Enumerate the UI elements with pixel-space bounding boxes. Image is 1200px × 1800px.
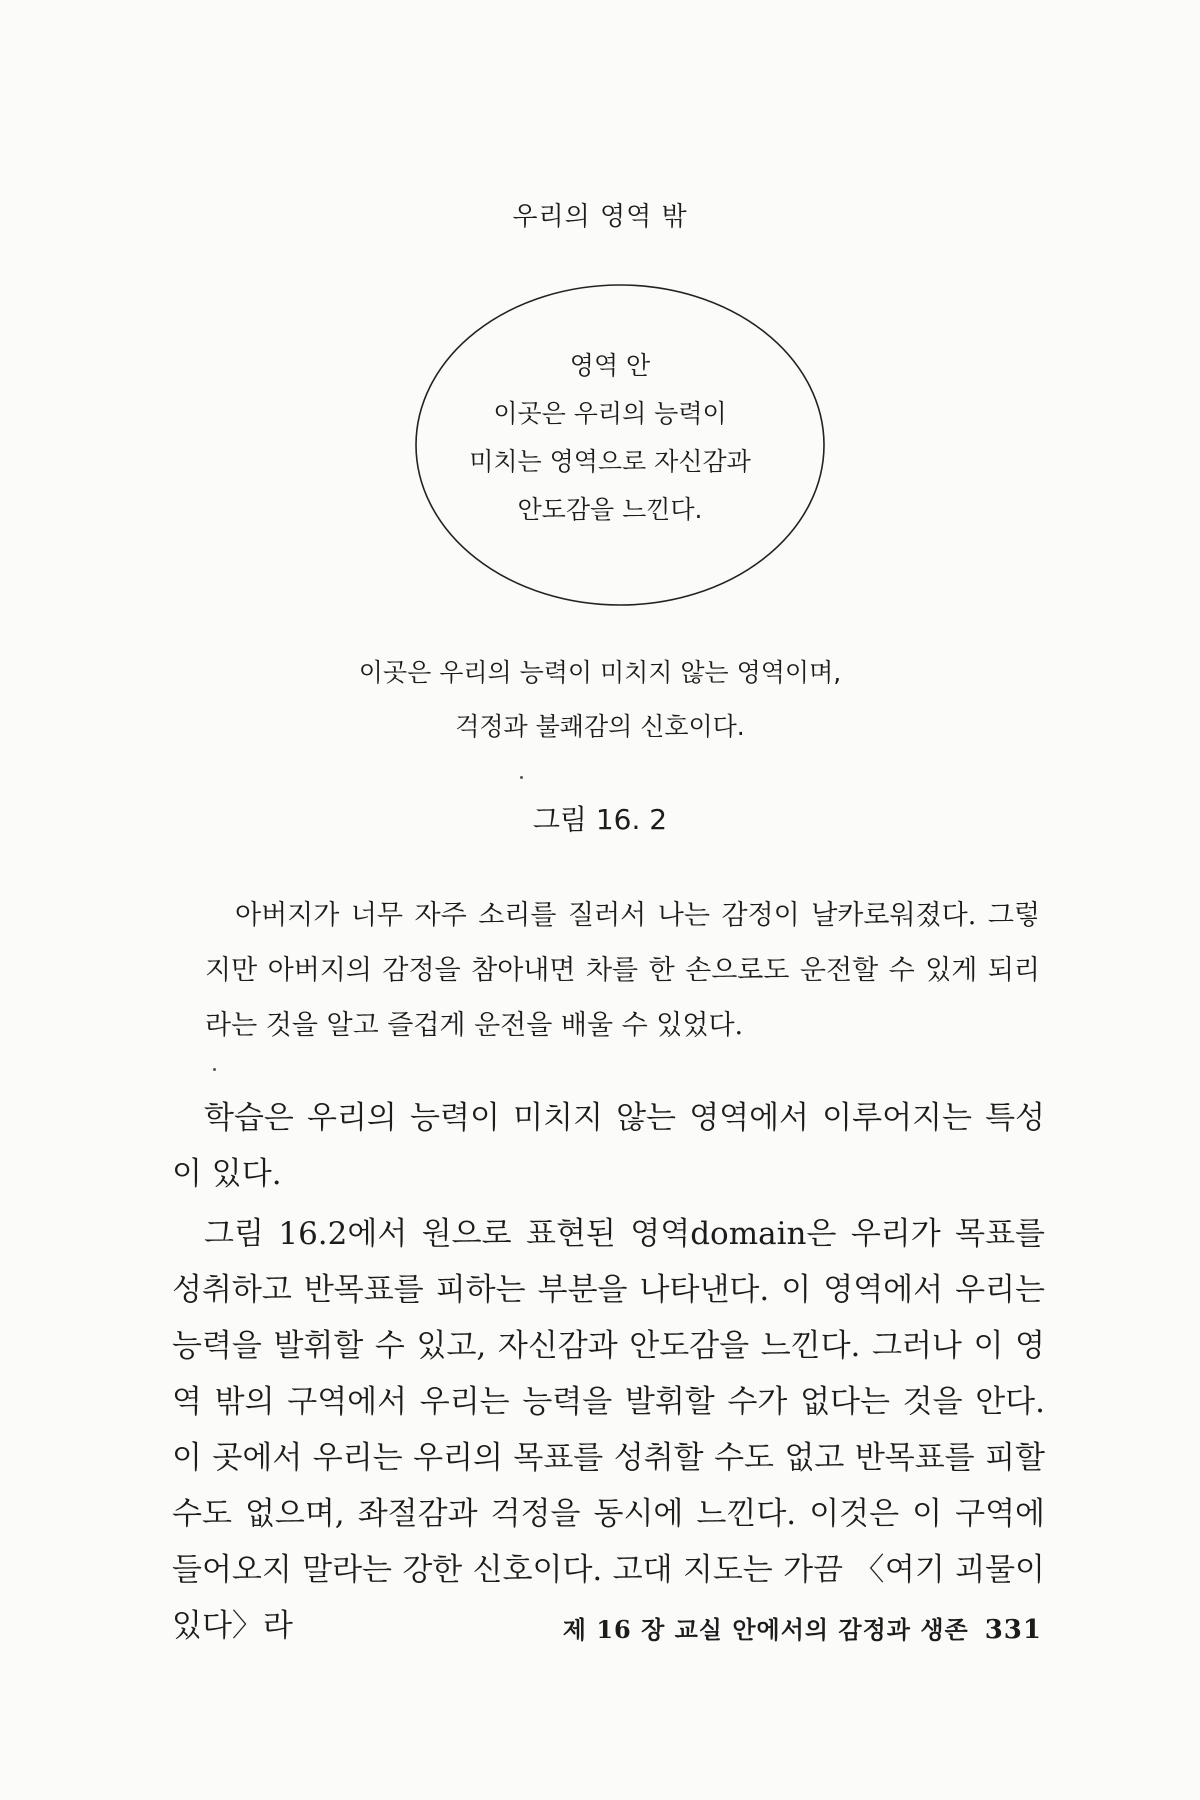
inside-line: 미치는 영역으로 자신감과 xyxy=(469,447,751,476)
scan-speck xyxy=(520,776,523,779)
chapter-title: 제 16 장 교실 안에서의 감정과 생존 xyxy=(562,1615,969,1644)
body-paragraph: 그림 16.2에서 원으로 표현된 영역domain은 우리가 목표를 성취하고 반목표를 피하는 부분을 나타낸다. 이 영역에서 우리는 능력을 발휘할 수 있고, 자신감과 안도감을 느낀다. 그러나 이 영역 밖의 구역에서 우리는 능력을 발휘할 수가 없다는 것을 안다. 이 곳에서 우리는 우리의 목표를 성취할 수도 없고 반목표를 피할 수도 없으며, 좌절감과 걱정을 동시에 느낀다. 이것은 이 구역에 들어오지 말라는 강한 신호이다. 고대 지도는 가끔 〈여기 괴물이 있다〉라 xyxy=(172,1216,1045,1644)
inside-line-title: 영역 안 xyxy=(569,351,651,380)
body-paragraph: 학습은 우리의 능력이 미치지 않는 영역에서 이루어지는 특성이 있다. xyxy=(172,1100,1045,1192)
figure-inside-text xyxy=(460,342,760,534)
inside-line: 안도감을 느낀다. xyxy=(517,495,703,524)
body-text xyxy=(172,1090,1045,1654)
page-number: 331 xyxy=(984,1615,1042,1645)
figure-outside-label: 우리의 영역 밖 xyxy=(512,202,688,232)
inside-line: 이곳은 우리의 능력이 xyxy=(493,399,727,428)
quote-text: 아버지가 너무 자주 소리를 질러서 나는 감정이 날카로워졌다. 그렇지만 아버지의 감정을 참아내면 차를 한 손으로도 운전할 수 있게 되리라는 것을 알고 즐겁게 운전을 배울 수 있었다. xyxy=(205,900,1040,1041)
scan-speck xyxy=(213,1068,216,1071)
outside-desc-line: 이곳은 우리의 능력이 미치지 않는 영역이며, xyxy=(358,658,842,687)
page-footer xyxy=(563,1610,1042,1645)
figure-outside-description xyxy=(0,646,1200,754)
figure-caption: 그림 16. 2 xyxy=(532,803,668,836)
outside-desc-line: 걱정과 불쾌감의 신호이다. xyxy=(455,712,745,741)
quote-paragraph xyxy=(205,888,1040,1053)
